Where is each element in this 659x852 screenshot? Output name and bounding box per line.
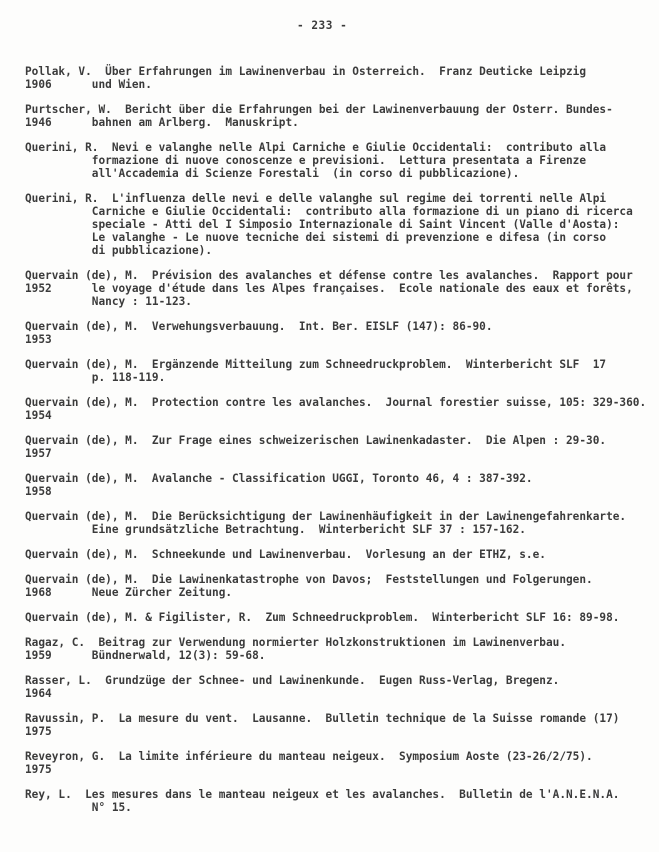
entry-line: Quervain (de), M. Die Lawinenkatastrophe von Davos; Feststellungen und Folgerungen. <box>25 573 593 586</box>
entry-line: Quervain (de), M. Die Berücksichtigung der Lawinenhäufigkeit in der Lawinengefahrenkarte. <box>25 510 627 523</box>
entry-line: Quervain (de), M. Verwehungsverbauung. Int. Ber. EISLF (147): 86-90. <box>25 320 493 333</box>
bibliography-entry <box>25 750 659 776</box>
entry-line: 1975 <box>25 725 52 738</box>
bibliography-entry <box>25 611 659 624</box>
entry-line: all'Accademia di Scienze Forestali (in corso di pubblicazione). <box>25 167 520 180</box>
entry-line: Nancy : 11-123. <box>25 295 192 308</box>
bibliography-entry <box>25 141 659 180</box>
bibliography-entry <box>25 573 659 599</box>
entry-line: Eine grundsätzliche Betrachtung. Winterbericht SLF 37 : 157-162. <box>25 523 526 536</box>
entry-line: Carniche e Giulie Occidentali: contributo alla formazione di un piano di ricerca <box>25 205 633 218</box>
bibliography-entry <box>25 192 659 257</box>
entry-line: Ravussin, P. La mesure du vent. Lausanne. Bulletin technique de la Suisse romande (17) <box>25 712 620 725</box>
bibliography-entry <box>25 788 659 814</box>
entry-line: 1964 <box>25 687 52 700</box>
entry-line: Quervain (de), M. Avalanche - Classification UGGI, Toronto 46, 4 : 387-392. <box>25 472 533 485</box>
bibliography-entry <box>25 65 659 91</box>
entry-line: Quervain (de), M. Schneekunde und Lawinenverbau. Vorlesung an der ETHZ, s.e. <box>25 548 546 561</box>
entry-line: Le valanghe - Le nuove tecniche dei sistemi di prevenzione e difesa (in corso <box>25 231 607 244</box>
bibliography-entry <box>25 269 659 308</box>
entry-line: 1957 <box>25 447 52 460</box>
entry-line: 1968 Neue Zürcher Zeitung. <box>25 586 233 599</box>
bibliography-entry <box>25 358 659 384</box>
entry-line: Quervain (de), M. Ergänzende Mitteilung zum Schneedruckproblem. Winterbericht SLF 17 <box>25 358 607 371</box>
entry-line: Quervain (de), M. & Figilister, R. Zum Schneedruckproblem. Winterbericht SLF 16: 89-98. <box>25 611 620 624</box>
entry-line: Quervain (de), M. Zur Frage eines schweizerischen Lawinenkadaster. Die Alpen : 29-30. <box>25 434 607 447</box>
bibliography-entry <box>25 434 659 460</box>
entry-line: Pollak, V. Über Erfahrungen im Lawinenverbau in Osterreich. Franz Deuticke Leipzig <box>25 65 587 78</box>
entry-line: Purtscher, W. Bericht über die Erfahrungen bei der Lawinenverbauung der Osterr. Bundes- <box>25 103 613 116</box>
bibliography-entry <box>25 320 659 346</box>
bibliography-entry <box>25 472 659 498</box>
entry-line: Querini, R. L'influenza delle nevi e delle valanghe sul regime dei torrenti nelle Alpi <box>25 192 607 205</box>
bibliography-entry <box>25 396 659 422</box>
bibliography-entry <box>25 674 659 700</box>
entry-line: Querini, R. Nevi e valanghe nelle Alpi Carniche e Giulie Occidentali: contributo alla <box>25 141 607 154</box>
bibliography-entry <box>25 510 659 536</box>
bibliography-entry <box>25 636 659 662</box>
entry-line: di pubblicazione). <box>25 244 213 257</box>
bibliography-entry <box>25 548 659 561</box>
entry-line: Quervain (de), M. Prévision des avalanches et défense contre les avalanches. Rapport pour <box>25 269 633 282</box>
entry-line: 1953 <box>25 333 52 346</box>
entry-line: formazione di nuove conoscenze e previsioni. Lettura presentata a Firenze <box>25 154 587 167</box>
entry-line: 1946 bahnen am Arlberg. Manuskript. <box>25 116 299 129</box>
entry-line: p. 118-119. <box>25 371 166 384</box>
bibliography-entry <box>25 712 659 738</box>
entry-line: Ragaz, C. Beitrag zur Verwendung normierter Holzkonstruktionen im Lawinenverbau. <box>25 636 566 649</box>
entry-line: Rasser, L. Grundzüge der Schnee- und Lawinenkunde. Eugen Russ-Verlag, Bregenz. <box>25 674 560 687</box>
entry-line: Quervain (de), M. Protection contre les avalanches. Journal forestier suisse, 105: 329-360. <box>25 396 647 409</box>
entry-line: 1952 le voyage d'étude dans les Alpes françaises. Ecole nationale des eaux et forêts, <box>25 282 633 295</box>
entry-line: speciale - Atti del I Simposio Internazionale di Saint Vincent (Valle d'Aosta): <box>25 218 620 231</box>
entry-line: 1958 <box>25 485 52 498</box>
entry-line: 1959 Bündnerwald, 12(3): 59-68. <box>25 649 266 662</box>
entry-line: Rey, L. Les mesures dans le manteau neigeux et les avalanches. Bulletin de l'A.N.E.N.A. <box>25 788 620 801</box>
entry-line: 1954 <box>25 409 52 422</box>
entry-line: N° 15. <box>25 801 132 814</box>
bibliography-entry <box>25 103 659 129</box>
entry-line: Reveyron, G. La limite inférieure du manteau neigeux. Symposium Aoste (23-26/2/75). <box>25 750 593 763</box>
page-number: - 233 - <box>297 19 348 32</box>
bibliography-list <box>25 65 659 814</box>
entry-line: 1975 <box>25 763 52 776</box>
entry-line: 1906 und Wien. <box>25 78 152 91</box>
